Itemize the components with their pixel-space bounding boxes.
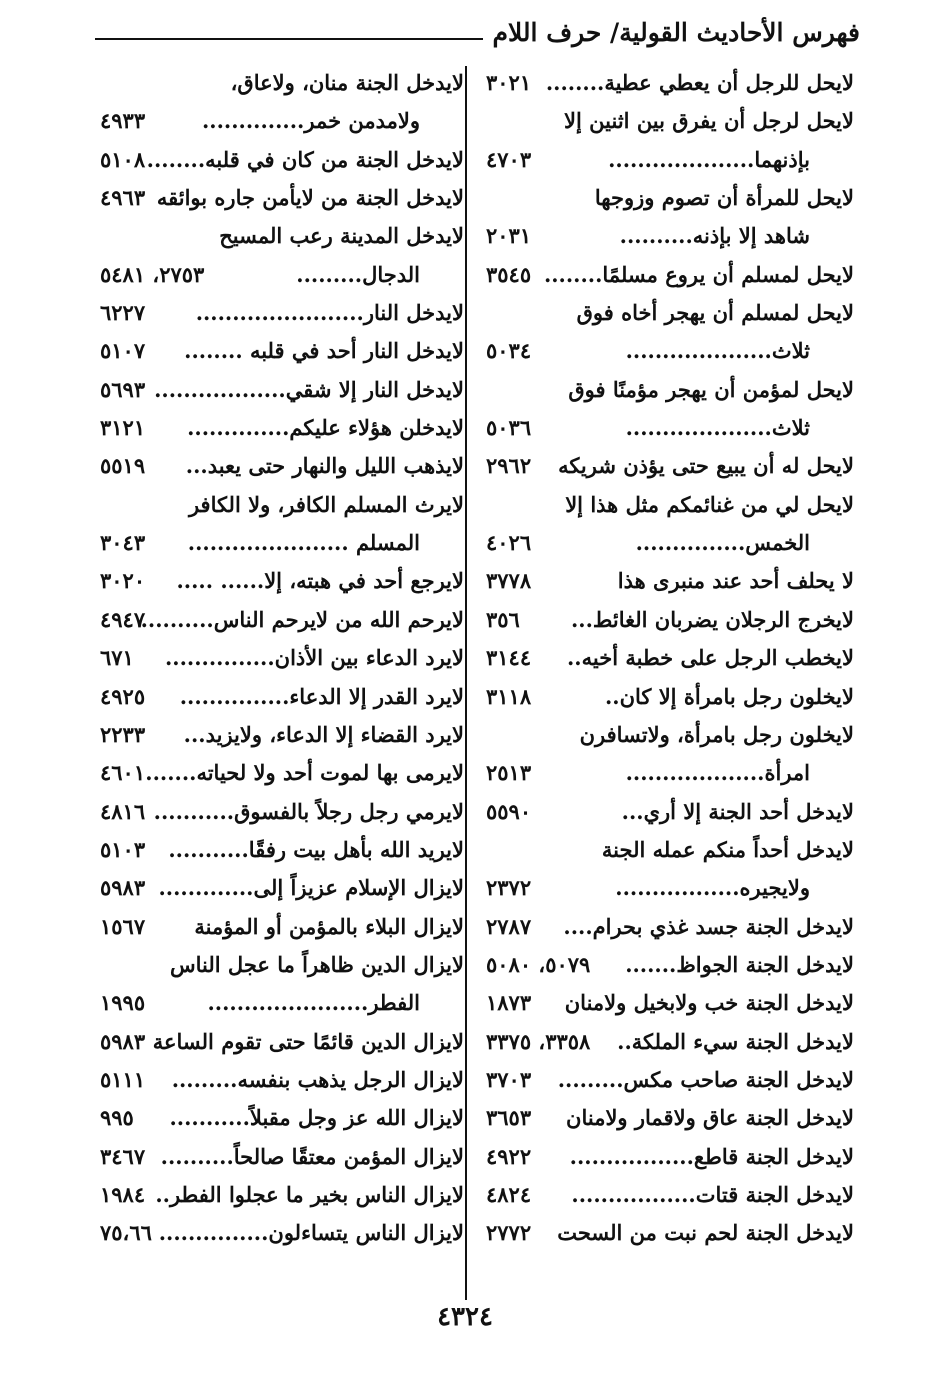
index-entry [96, 256, 464, 294]
entry-text: لايخلون رجل بامرأة، ولاتسافرن [579, 721, 854, 747]
entry-number: ٣٠٤٣ [100, 530, 146, 556]
entry-text: لايزال الرجل يذهب بنفسه......... [171, 1066, 464, 1092]
entry-text: لايدخلن هؤلاء عليكم.............. [187, 415, 464, 441]
entry-text: لايحل لمؤمن أن يهجر مؤمنًا فوق [568, 376, 854, 402]
entry-text: ولايجيره................. [615, 875, 810, 901]
entry-text: ثلاث.................... [625, 415, 810, 441]
entry-number: ٥٠٣٤ [486, 338, 532, 364]
index-entry [482, 869, 854, 907]
entry-number: ٢٢٣٣ [100, 721, 146, 747]
index-entry [482, 217, 854, 255]
entry-number: ١٩٨٤ [100, 1181, 146, 1207]
index-entry [96, 64, 464, 102]
index-entry [482, 793, 854, 831]
entry-text: لايزال الناس يتساءلون............... [158, 1220, 464, 1246]
entry-text: شاهد إلا بإذنه.......... [619, 223, 810, 249]
entry-number: ١٩٩٥ [100, 990, 146, 1016]
entry-text: لايزال المؤمن معتقًا صالحاً.......... [160, 1143, 464, 1169]
index-entry [96, 1061, 464, 1099]
entry-number: ٣٠٢١ [486, 70, 532, 95]
entry-number: ٣٥٦ [486, 606, 520, 632]
index-entry [482, 754, 854, 792]
index-entry [482, 716, 854, 754]
index-entry [96, 409, 464, 447]
entry-text: لايحل للرجل أن يعطي عطية........ [545, 70, 854, 95]
entry-number: ٣١١٨ [486, 683, 532, 709]
entry-number: ٥٩٨٣ [100, 1028, 146, 1054]
index-entry [96, 332, 464, 370]
entry-text: لايدخل الجنة سيء الملكة.. [617, 1028, 854, 1054]
entry-text: لايدخل الجنة جسد غذي بحرام.... [563, 913, 854, 939]
index-entry [96, 946, 464, 984]
column-divider [465, 66, 467, 1300]
index-entry [96, 102, 464, 140]
entry-text: لايذهب الليل والنهار حتى يعبد... [185, 453, 464, 479]
entry-text: لايخرج الرجلان يضربان الغائط... [571, 606, 854, 632]
index-entry [482, 371, 854, 409]
entry-text: لايحل لمسلم أن يهجر أخاه فوق [576, 300, 854, 326]
entry-text: لايدخل المدينة رعب المسيح [219, 223, 464, 249]
entry-text: لايدخل النار أحد في قلبه ........ [184, 338, 464, 364]
entry-text: امرأة................... [625, 760, 810, 786]
entry-text: لايدخل الجنة قاطع................. [569, 1143, 854, 1169]
entry-text: لايدخل أحداً منكم عمله الجنة [601, 836, 854, 862]
entry-text: لايدخل الجنة لحم نبت من السحت [557, 1220, 854, 1246]
entry-text: لايدخل الجنة منان، ولاعاق، [230, 70, 464, 95]
entry-text: لايرد الدعاء بين الأذان............... [164, 645, 464, 671]
entry-number: ٥١١١ [100, 1066, 146, 1092]
index-entry [482, 524, 854, 562]
entry-number: ٥٩٨٣ [100, 875, 146, 901]
entry-number: ٤٧٠٣ [486, 146, 532, 172]
index-entry [482, 831, 854, 869]
page-title: فهرس الأحاديث القولية/ حرف اللام [483, 14, 860, 52]
entry-number: ٥٦٩٣ [100, 376, 146, 402]
index-entry [482, 256, 854, 294]
entry-text: لايزال الناس بخير ما عجلوا الفطر.. [155, 1181, 464, 1207]
index-entry [482, 447, 854, 485]
index-entry [96, 678, 464, 716]
entry-text: لايحل لي من غنائمكم مثل هذا إلا [565, 491, 854, 517]
entry-text: لايرمي رجل رجلاً بالفسوق........... [153, 798, 464, 824]
index-entry [96, 1138, 464, 1176]
entry-number: ١٥٦٧ [100, 913, 146, 939]
entry-number: ٤٨١٦ [100, 798, 146, 824]
entry-text: لايحل لمسلم أن يروع مسلمًا........ [543, 261, 854, 287]
entry-text: لايدخل الجنة قتات................. [571, 1181, 854, 1207]
entry-text: لايدخل الجنة الجواظ....... [625, 951, 854, 977]
entry-number: ٢٧٨٧ [486, 913, 532, 939]
entry-text: لايزال البلاء بالمؤمن أو المؤمنة [194, 913, 464, 939]
entry-text: لايرث المسلم الكافر، ولا الكافر [188, 491, 464, 517]
entry-text: لايدخل أحد الجنة إلا أري... [621, 798, 854, 824]
entry-number: ٢٧٧٢ [486, 1220, 532, 1246]
entry-number: ٤٩٣٣ [100, 108, 146, 134]
index-column-left [96, 64, 464, 1253]
index-entry [96, 869, 464, 907]
index-entry [482, 141, 854, 179]
entry-number: ٢٧٥٣، ٥٤٨١ [100, 261, 205, 287]
entry-number: ٥١٠٧ [100, 338, 146, 364]
index-entry [482, 486, 854, 524]
index-entry [96, 486, 464, 524]
index-entry [96, 716, 464, 754]
entry-text: لايحل له أن يبيع حتى يؤذن شريكه [558, 453, 854, 479]
entry-number: ٢٩٦٢ [486, 453, 532, 479]
entry-text: المسلم ...................... [187, 530, 420, 556]
entry-number: ٢٥١٣ [486, 760, 532, 786]
entry-text: لايرمى بها لموت أحد ولا لحياته....... [145, 760, 464, 786]
entry-number: ٣٧٠٣ [486, 1066, 532, 1092]
index-entry [482, 1023, 854, 1061]
index-entry [96, 793, 464, 831]
entry-number: ٥٥٩٠ [486, 798, 532, 824]
index-column-right [482, 64, 854, 1253]
entry-text: لايدخل النار إلا شقي.................. [154, 376, 464, 402]
entry-number: ٢٠٣١ [486, 223, 532, 249]
entry-text: ثلاث.................... [625, 338, 810, 364]
entry-number: ٣٥٤٥ [486, 261, 532, 287]
index-entry [96, 984, 464, 1022]
index-entry [96, 524, 464, 562]
index-entry [482, 179, 854, 217]
entry-text: ولامدمن خمر.............. [202, 108, 420, 134]
entry-number: ٦٢٢٧ [100, 300, 146, 326]
index-entry [482, 294, 854, 332]
index-entry [96, 179, 464, 217]
index-entry [482, 946, 854, 984]
entry-number: ٥٠٧٩، ٥٠٨٠ [486, 951, 591, 977]
entry-text: بإذنهما.................... [608, 146, 810, 172]
index-entry [96, 562, 464, 600]
index-entry [482, 1214, 854, 1252]
entry-number: ٤٩٢٥ [100, 683, 146, 709]
index-entry [96, 1099, 464, 1137]
entry-text: لايرحم الله من لايرحم الناس.......... [140, 606, 464, 632]
entry-number: ٥٥١٩ [100, 453, 146, 479]
entry-number: ٣٤٦٧ [100, 1143, 146, 1169]
index-entry [482, 908, 854, 946]
index-entry [96, 294, 464, 332]
entry-text: لايدخل الجنة خب ولابخيل ولامنان [564, 990, 854, 1016]
entry-number: ٣٧٧٨ [486, 568, 532, 594]
entry-text: لايرد القدر إلا الدعاء............... [179, 683, 464, 709]
entry-text: لايدخل الجنة صاحب مكس......... [557, 1066, 854, 1092]
index-entry [96, 1214, 464, 1252]
entry-number: ٤٨٢٤ [486, 1181, 532, 1207]
entry-number: ٩٩٥ [100, 1105, 134, 1131]
entry-number: ٤٩٦٣ [100, 185, 146, 211]
index-entry [96, 141, 464, 179]
entry-number: ٦٧١ [100, 645, 134, 671]
entry-text: لايدخل الجنة عاق ولاقمار ولامنان [566, 1105, 854, 1131]
entry-text: لايرجع أحد في هبته، إلا...... ..... [176, 568, 464, 594]
entry-number: ٣٦٥٣ [486, 1105, 532, 1131]
index-entry [482, 409, 854, 447]
index-entry [96, 447, 464, 485]
entry-text: لا يحلف أحد عند منبرى هذا [617, 568, 854, 594]
index-entry [482, 601, 854, 639]
index-entry [96, 754, 464, 792]
entry-text: لايدخل الجنة من كان في قلبه........ [146, 146, 464, 172]
index-entry [482, 102, 854, 140]
entry-text: لايزال الدين ظاهراً ما عجل الناس [170, 951, 464, 977]
entry-number: ٤٩٢٢ [486, 1143, 532, 1169]
index-entry [482, 984, 854, 1022]
entry-number: ٥١٠٣ [100, 836, 146, 862]
index-entry [96, 601, 464, 639]
page-header [95, 14, 860, 54]
entry-number: ٤٩٤٧ [100, 606, 146, 632]
entry-text: لايخلون رجل بامرأة إلا كان.. [604, 683, 854, 709]
entry-text: لايزال الدين قائمًا حتى تقوم الساعة [152, 1028, 464, 1054]
entry-text: لايحل للمرأة أن تصوم وزوجها [594, 185, 854, 211]
index-entry [96, 371, 464, 409]
index-entry [482, 1176, 854, 1214]
index-entry [96, 1023, 464, 1061]
entry-text: لايرد القضاء إلا الدعاء، ولايزيد... [183, 721, 464, 747]
entry-number: ٢٣٧٢ [486, 875, 532, 901]
entry-number: ٣١٢١ [100, 415, 146, 441]
entry-text: لايدخل النار....................... [195, 300, 464, 326]
entry-number: ٣١٤٤ [486, 645, 532, 671]
index-entry [96, 217, 464, 255]
entry-number: ٥١٠٨ [100, 146, 146, 172]
entry-number: ٥٠٣٦ [486, 415, 532, 441]
index-entry [482, 1061, 854, 1099]
index-entry [96, 1176, 464, 1214]
entry-number: ١٨٧٣ [486, 990, 532, 1016]
entry-number: ٣٠٢٠ [100, 568, 146, 594]
entry-text: لايدخل الجنة من لايأمن جاره بوائقه [156, 185, 464, 211]
entry-number: ٧٥،٦٦ [100, 1220, 152, 1246]
entry-text: الدجال......... [296, 261, 420, 287]
index-entry [482, 639, 854, 677]
index-entry [482, 562, 854, 600]
entry-number: ٣٣٥٨، ٣٣٧٥ [486, 1028, 591, 1054]
entry-text: لايحل لرجل أن يفرق بين اثنين إلا [564, 108, 854, 134]
index-entry [482, 1099, 854, 1137]
index-entry [482, 64, 854, 102]
entry-text: لايزال الله عز وجل مقبلاً........... [169, 1105, 464, 1131]
index-entry [96, 639, 464, 677]
entry-text: لايريد الله بأهل بيت رفقًا........... [168, 836, 464, 862]
entry-text: لايخطب الرجل على خطبة أخيه.. [567, 645, 854, 671]
entry-number: ٤٦٠١ [100, 760, 146, 786]
index-entry [96, 908, 464, 946]
entry-text: لايزال الإسلام عزيزاً إلى............. [158, 875, 464, 901]
index-entry [482, 332, 854, 370]
entry-number: ٤٠٢٦ [486, 530, 532, 556]
index-entry [482, 678, 854, 716]
index-entry [482, 1138, 854, 1176]
index-entry [96, 831, 464, 869]
page-number: ٤٣٢٤ [437, 1302, 493, 1332]
entry-text: الخمس............... [635, 530, 810, 556]
entry-text: الفطر...................... [207, 990, 420, 1016]
